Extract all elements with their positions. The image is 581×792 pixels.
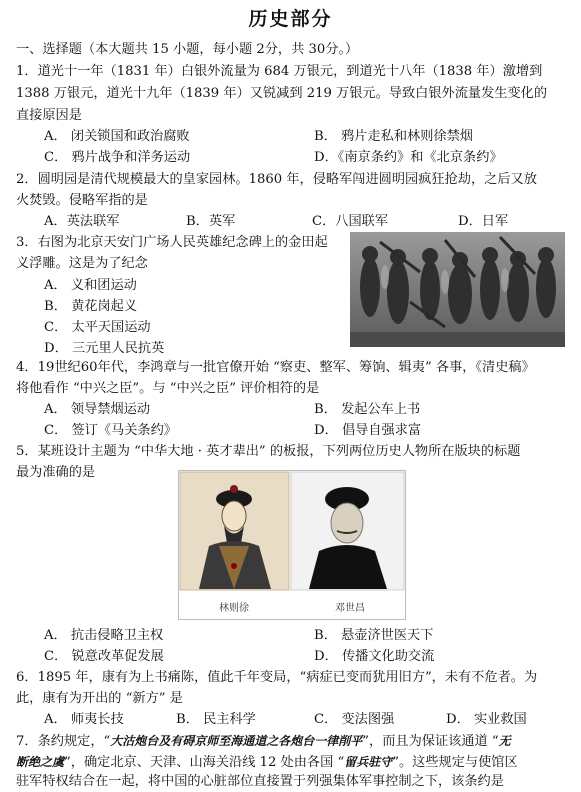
q6-option-c[interactable]: C． 变法图强 bbox=[314, 712, 395, 727]
q7-text-3: ”，确定北京、天津、山海关沿线 12 处由各国 “ bbox=[64, 755, 345, 770]
q6-stem-line2: 此，康有为开出的 “新方” 是 bbox=[16, 691, 183, 706]
q4-option-c[interactable]: C． 签订《马关条约》 bbox=[44, 423, 177, 438]
q7-stem-line2 bbox=[16, 752, 518, 773]
q1-option-d[interactable]: D．《南京条约》和《北京条约》 bbox=[314, 150, 503, 165]
q3-option-c[interactable]: C． 太平天国运动 bbox=[44, 320, 151, 335]
q7-quote-2a: 无 bbox=[498, 734, 511, 748]
q6-option-a[interactable]: A． 师夷长技 bbox=[44, 712, 124, 727]
q1-option-b[interactable]: B． 鸦片走私和林则徐禁烟 bbox=[314, 129, 473, 144]
q2-option-b[interactable]: B．英军 bbox=[186, 214, 236, 229]
q1-stem-line3: 直接原因是 bbox=[16, 108, 82, 123]
q7-quote-2b: 断绝之虞 bbox=[16, 755, 65, 769]
q5-stem-line2: 最为准确的是 bbox=[16, 465, 96, 480]
q2-option-c[interactable]: C．八国联军 bbox=[312, 214, 389, 229]
q7-text-1: 7．条约规定，“ bbox=[16, 734, 111, 749]
q1-option-c[interactable]: C． 鸦片战争和洋务运动 bbox=[44, 150, 191, 165]
q5-option-b[interactable]: B． 悬壶济世医天下 bbox=[314, 628, 434, 643]
q7-text-4: ”。这些规定与使馆区 bbox=[392, 755, 518, 770]
q3-option-d[interactable]: D． 三元里人民抗英 bbox=[44, 341, 165, 356]
portrait-caption-deng-shichang: 邓世昌 bbox=[335, 603, 365, 614]
q3-stem-line1: 3．右图为北京天安门广场人民英雄纪念碑上的金田起 bbox=[16, 235, 328, 250]
q6-stem-line1: 6．1895 年，康有为上书痛陈，值此千年变局，“病症已变而犹用旧方”，未有不危者。为 bbox=[16, 670, 538, 685]
q5-option-d[interactable]: D． 传播文化助交流 bbox=[314, 649, 435, 664]
q7-quote-3: 留兵驻守 bbox=[344, 755, 393, 769]
q6-option-d[interactable]: D． 实业救国 bbox=[446, 712, 527, 727]
page-title: 历史部分 bbox=[248, 8, 333, 30]
q4-stem-line2: 将他看作 “中兴之臣”。与 “中兴之臣” 评价相符的是 bbox=[16, 381, 320, 396]
q5-option-c[interactable]: C． 锐意改革促发展 bbox=[44, 649, 164, 664]
q5-stem-line1: 5．某班设计主题为 “中华大地 · 英才辈出” 的板报，下列两位历史人物所在版块的标题 bbox=[16, 444, 521, 459]
q3-option-b[interactable]: B． 黄花岗起义 bbox=[44, 299, 138, 314]
q4-stem-line1: 4．19世纪60年代，李鸿章与一批官僚开始 “察吏、整军、筹饷、辑夷” 各事，《清史稿》 bbox=[16, 360, 535, 375]
q2-option-d[interactable]: D．日军 bbox=[458, 214, 509, 229]
q4-option-d[interactable]: D． 倡导自强求富 bbox=[314, 423, 422, 438]
q7-quote-1: 大沽炮台及有碍京师至海通道之各炮台一律削平 bbox=[110, 734, 363, 748]
q4-option-b[interactable]: B． 发起公车上书 bbox=[314, 402, 421, 417]
q3-option-a[interactable]: A． 义和团运动 bbox=[44, 278, 137, 293]
q7-stem-line3: 驻军特权结合在一起，将中国的心脏部位直接置于列强集体军事控制之下，该条约是 bbox=[16, 774, 504, 789]
q7-stem-line1 bbox=[16, 731, 511, 752]
portraits-panel bbox=[178, 470, 406, 620]
q1-stem-line2: 1388 万银元，道光十九年（1839 年）又锐减到 219 万银元。导致白银外流量发生变化的 bbox=[16, 86, 548, 101]
lin-zexu-portrait-image bbox=[179, 471, 405, 619]
portrait-caption-lin-zexu: 林则徐 bbox=[219, 603, 249, 614]
q2-stem-line2: 火焚毁。侵略军指的是 bbox=[16, 193, 148, 208]
q2-option-a[interactable]: A．英法联军 bbox=[44, 214, 120, 229]
q1-stem-line1: 1．道光十一年（1831 年）白银外流量为 684 万银元，到道光十八年（1838 年）激增到 bbox=[16, 64, 543, 79]
q3-stem-line2: 义浮雕。这是为了纪念 bbox=[16, 256, 148, 271]
q4-option-a[interactable]: A． 领导禁烟运动 bbox=[44, 402, 151, 417]
q7-text-2: ”，而且为保证该通道 “ bbox=[362, 734, 499, 749]
jintian-uprising-relief-image bbox=[350, 232, 565, 347]
q2-stem-line1: 2．圆明园是清代规模最大的皇家园林。1860 年，侵略军闯进圆明园疯狂抢劫，之后又放 bbox=[16, 172, 537, 187]
section-heading: 一、选择题（本大题共 15 小题，每小题 2分，共 30分。） bbox=[16, 42, 359, 57]
q1-option-a[interactable]: A． 闭关锁国和政治腐败 bbox=[44, 129, 190, 144]
q5-option-a[interactable]: A． 抗击侵略卫主权 bbox=[44, 628, 164, 643]
q6-option-b[interactable]: B． 民主科学 bbox=[176, 712, 256, 727]
